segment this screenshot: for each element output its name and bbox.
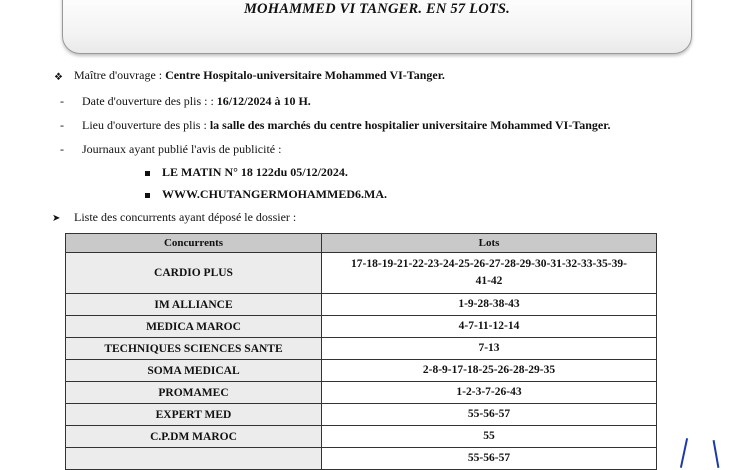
- concurrent-lots: 4-7-11-12-14: [322, 316, 657, 338]
- lots-line: 17-18-19-21-22-23-24-25-26-27-28-29-30-31-32-33-35-39-: [351, 258, 627, 270]
- column-header-lots: Lots: [322, 234, 657, 253]
- concurrent-name: IM ALLIANCE: [66, 294, 322, 316]
- table-row: [66, 253, 657, 294]
- arrow-bullet-icon: ➤: [52, 213, 61, 224]
- liste-concurrents-label: Liste des concurrents ayant déposé le dossier :: [74, 210, 297, 224]
- journaux-label: Journaux ayant publié l'avis de publicité :: [82, 142, 282, 156]
- table-row: [66, 360, 657, 382]
- lots-line: 41-42: [475, 275, 503, 287]
- journal-item: LE MATIN N° 18 122du 05/12/2024.: [162, 165, 348, 179]
- diamond-bullet-icon: ❖: [54, 72, 63, 83]
- maitre-ouvrage-label: Maître d'ouvrage :: [74, 68, 166, 82]
- concurrents-table: [65, 233, 657, 470]
- maitre-ouvrage-line: [74, 68, 445, 83]
- concurrent-lots: 7-13: [322, 338, 657, 360]
- date-ouverture-label: Date d'ouverture des plis : :: [82, 94, 217, 108]
- lieu-ouverture-value: la salle des marchés du centre hospitalier universitaire Mohammed VI-Tanger.: [209, 118, 611, 132]
- concurrent-lots: 55: [322, 426, 657, 448]
- dash-bullet-icon: -: [60, 94, 64, 108]
- concurrent-lots: 1-2-3-7-26-43: [322, 382, 657, 404]
- date-ouverture-line: [82, 94, 311, 109]
- concurrent-lots: 55-56-57: [322, 448, 657, 470]
- table-row: [66, 448, 657, 470]
- table-row: [66, 404, 657, 426]
- table-row: [66, 338, 657, 360]
- concurrent-name: C.P.DM MAROC: [66, 426, 322, 448]
- concurrent-lots: 2-8-9-17-18-25-26-28-29-35: [322, 360, 657, 382]
- title-line-2: MOHAMMED VI TANGER. EN 57 LOTS.: [243, 1, 511, 17]
- handwritten-mark: [713, 440, 720, 468]
- concurrent-name: [66, 448, 322, 470]
- lieu-ouverture-line: [82, 118, 610, 133]
- maitre-ouvrage-value: Centre Hospitalo-universitaire Mohammed VI-Tanger.: [165, 68, 445, 82]
- date-ouverture-value: 16/12/2024 à 10 H.: [216, 94, 311, 108]
- concurrent-name: TECHNIQUES SCIENCES SANTE: [66, 338, 322, 360]
- square-bullet-icon: [145, 193, 150, 198]
- table-row: [66, 316, 657, 338]
- concurrent-name: SOMA MEDICAL: [66, 360, 322, 382]
- table-header-row: [66, 234, 657, 253]
- table-row: [66, 382, 657, 404]
- concurrent-name: EXPERT MED: [66, 404, 322, 426]
- journal-item: WWW.CHUTANGERMOHAMMED6.MA.: [162, 187, 387, 201]
- title-banner: [62, 0, 692, 54]
- concurrent-name: MEDICA MAROC: [66, 316, 322, 338]
- concurrent-name: PROMAMEC: [66, 382, 322, 404]
- table-row: [66, 426, 657, 448]
- square-bullet-icon: [145, 171, 150, 176]
- concurrent-lots: [322, 253, 657, 294]
- concurrent-lots: 1-9-28-38-43: [322, 294, 657, 316]
- handwritten-mark: [680, 438, 688, 468]
- dash-bullet-icon: -: [60, 118, 64, 132]
- dash-bullet-icon: -: [60, 142, 64, 156]
- concurrent-name: CARDIO PLUS: [66, 253, 322, 294]
- column-header-concurrents: Concurrents: [66, 234, 322, 253]
- lieu-ouverture-label: Lieu d'ouverture des plis :: [82, 118, 210, 132]
- concurrent-lots: 55-56-57: [322, 404, 657, 426]
- table-row: [66, 294, 657, 316]
